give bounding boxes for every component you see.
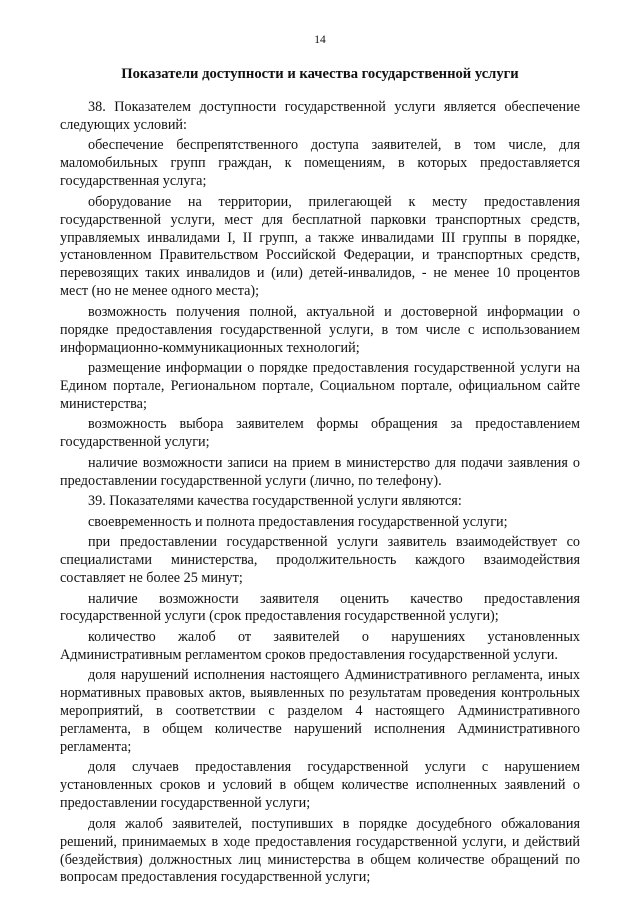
- section-title: Показатели доступности и качества государственной услуги: [121, 66, 519, 82]
- paragraph-38-intro: 38. Показателем доступности государственной услуги является обеспечение следующих условий:: [60, 99, 580, 133]
- paragraph-parking: оборудование на территории, прилегающей к месту предоставления государственной услуги, мест для бесплатной парковки транспортных средств, управляемых инвалидами I, II групп, а также инвалидами III группы в порядке, установленном Правительством Российской Федерации, и транспортных средств, перевозящих таких инвалидов и (или) детей-инвалидов, - не менее 10 процентов мест (но не менее одного места);: [60, 193, 580, 300]
- document-body: [60, 99, 580, 890]
- paragraph-complaints-count: количество жалоб от заявителей о нарушениях установленных Административным регламентом сроков предоставления государственной услуги.: [60, 628, 580, 663]
- paragraph-appeals-share: доля жалоб заявителей, поступивших в порядке досудебного обжалования решений, принимаемых в ходе предоставления государственной услуги, и действий (бездействия) должностных лиц министерства в общем количестве обращений по вопросам предоставления государственной услуги;: [60, 815, 580, 886]
- paragraph-timeliness: своевременность и полнота предоставления государственной услуги;: [88, 513, 508, 530]
- paragraph-portal-info: размещение информации о порядке предоставления государственной услуги на Едином портале, Региональном портале, Социальном портале, официальном сайте министерства;: [60, 360, 580, 412]
- paragraph-information: возможность получения полной, актуальной и достоверной информации о порядке предоставления государственной услуги, в том числе с использованием информационно-коммуникационных технологий;: [60, 303, 580, 356]
- paragraph-violations-share: доля нарушений исполнения настоящего Административного регламента, иных нормативных правовых актов, выявленных по результатам проведения контрольных мероприятий, в соответствии с разделом 4 настоящего Административного регламента, в общем количестве нарушений исполнения Административного регламента;: [60, 667, 580, 755]
- paragraph-interaction: при предоставлении государственной услуги заявитель взаимодействует со специалистами министерства, продолжительность каждого взаимодействия составляет не более 25 минут;: [60, 534, 580, 586]
- page-number: 14: [314, 34, 326, 46]
- paragraph-delays-share: доля случаев предоставления государственной услуги с нарушением установленных сроков и условий в общем количестве исполненных заявлений о предоставлении государственной услуги;: [60, 759, 580, 812]
- paragraph-39-intro: 39. Показателями качества государственной услуги являются:: [88, 493, 462, 510]
- paragraph-evaluation: наличие возможности заявителя оценить качество предоставления государственной услуги (срок предоставления государственной услуги);: [60, 590, 580, 625]
- paragraph-form-choice: возможность выбора заявителем формы обращения за предоставлением государственной услуги;: [60, 416, 580, 451]
- paragraph-access-premises: обеспечение беспрепятственного доступа заявителей, в том числе, для маломобильных групп граждан, к помещениям, в которых предоставляется государственная услуга;: [60, 137, 580, 190]
- paragraph-appointment: наличие возможности записи на прием в министерство для подачи заявления о предоставлении государственной услуги (лично, по телефону).: [60, 454, 580, 489]
